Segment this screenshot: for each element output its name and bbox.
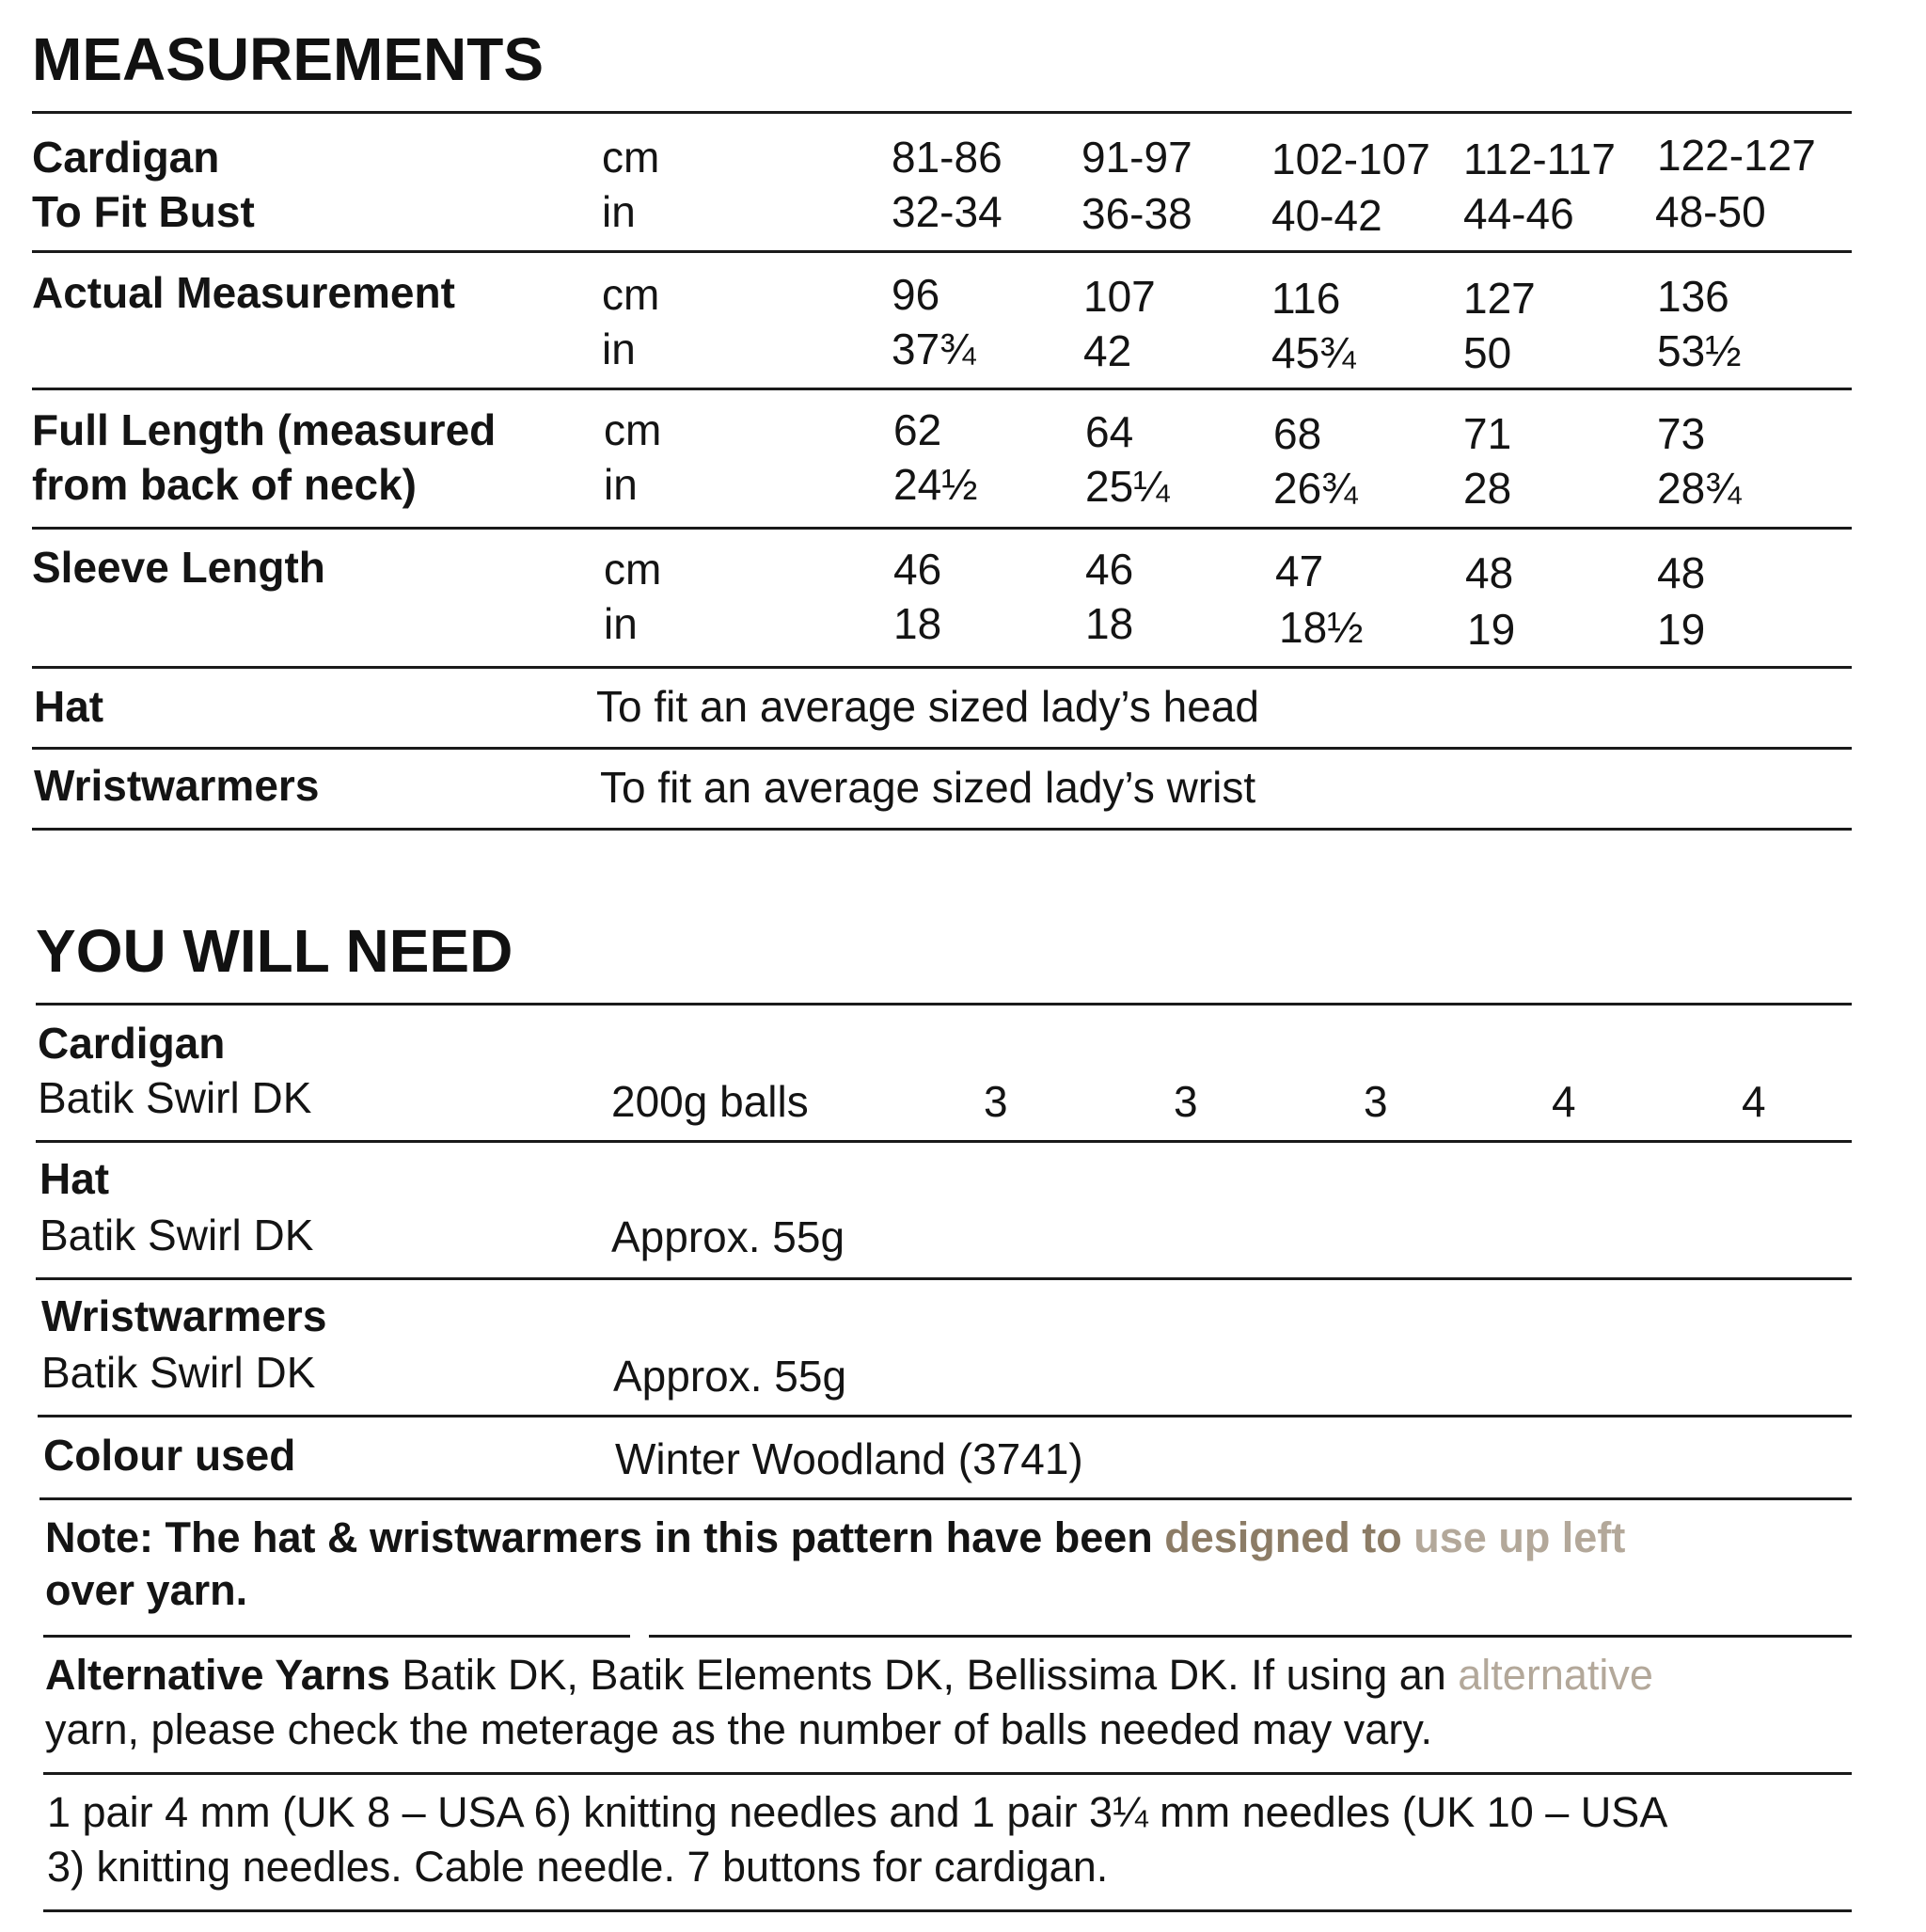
actual-cm-2: 107 (1083, 272, 1156, 321)
cardigan-yarn-label: Cardigan (38, 1019, 226, 1068)
length-in-2: 25¼ (1085, 462, 1170, 511)
colour-used-label: Colour used (43, 1431, 296, 1480)
wristwarmers-label: Wristwarmers (34, 761, 320, 810)
length-cm-4: 71 (1463, 409, 1512, 458)
note-line1-c: use up left (1413, 1513, 1626, 1561)
needles-line1: 1 pair 4 mm (UK 8 – USA 6) knitting needles and 1 pair 3¼ mm needles (UK 10 – USA (47, 1788, 1668, 1836)
size-cm-2: 91-97 (1081, 133, 1192, 182)
divider (32, 111, 1852, 114)
alternative-yarns-label: Alternative Yarns (45, 1651, 390, 1699)
length-cm-5: 73 (1657, 409, 1706, 458)
size-in-1: 32-34 (892, 187, 1002, 236)
hat-label: Hat (34, 682, 104, 731)
divider (32, 828, 1852, 831)
hat-yarn-label: Hat (39, 1154, 110, 1203)
wristwarmers-fit-value: To fit an average sized lady’s wrist (600, 763, 1256, 812)
divider (32, 747, 1852, 750)
unit-cm: cm (604, 405, 662, 454)
hat-fit-value: To fit an average sized lady’s head (596, 682, 1259, 731)
length-in-4: 28 (1463, 464, 1512, 513)
unit-in: in (604, 460, 638, 509)
length-in-1: 24½ (893, 460, 978, 509)
sleeve-length-label: Sleeve Length (32, 543, 325, 592)
needles-line2: 3) knitting needles. Cable needle. 7 buttons for cardigan. (47, 1843, 1109, 1891)
divider (649, 1635, 1852, 1638)
unit-in: in (604, 599, 638, 648)
sleeve-in-3: 18½ (1279, 603, 1364, 652)
actual-in-5: 53½ (1657, 326, 1742, 375)
sleeve-cm-3: 47 (1275, 546, 1324, 595)
actual-cm-4: 127 (1463, 274, 1536, 323)
balls-size-4: 4 (1552, 1077, 1576, 1126)
divider (32, 250, 1852, 253)
sleeve-in-5: 19 (1657, 605, 1706, 654)
length-cm-2: 64 (1085, 407, 1134, 456)
divider (32, 666, 1852, 669)
divider (36, 1003, 1852, 1006)
sleeve-in-2: 18 (1085, 599, 1134, 648)
size-in-2: 36-38 (1081, 189, 1192, 238)
unit-cm: cm (602, 270, 660, 319)
size-cm-5: 122-127 (1657, 131, 1816, 180)
hat-yarn-name: Batik Swirl DK (39, 1211, 314, 1259)
alternative-yarns-list: Batik DK, Batik Elements DK, Bellissima DK. If using an (389, 1651, 1459, 1699)
size-in-4: 44-46 (1463, 189, 1574, 238)
actual-cm-3: 116 (1271, 274, 1341, 323)
divider (32, 527, 1852, 530)
balls-size-3: 3 (1364, 1077, 1388, 1126)
hat-yarn-amount: Approx. 55g (611, 1212, 845, 1261)
wristwarmers-yarn-label: Wristwarmers (41, 1291, 327, 1340)
colour-used-value: Winter Woodland (3741) (615, 1434, 1083, 1483)
actual-in-4: 50 (1463, 328, 1512, 377)
size-cm-1: 81-86 (892, 133, 1002, 182)
size-cm-3: 102-107 (1271, 135, 1430, 183)
sleeve-cm-2: 46 (1085, 545, 1134, 594)
wristwarmers-yarn-amount: Approx. 55g (613, 1352, 847, 1401)
size-cm-4: 112-117 (1463, 135, 1616, 183)
note-line1-a: Note: The hat & wristwarmers in this pattern have been (45, 1513, 1165, 1561)
divider (32, 388, 1852, 390)
divider (36, 1277, 1852, 1280)
divider (39, 1497, 1852, 1500)
alternative-yarns-text (45, 1648, 1653, 1702)
unit-cm: cm (604, 545, 662, 594)
divider (43, 1635, 630, 1638)
unit-cm: cm (602, 133, 660, 182)
length-cm-1: 62 (893, 405, 942, 454)
balls-size-5: 4 (1742, 1077, 1766, 1126)
measurements-heading: MEASUREMENTS (32, 25, 545, 93)
divider (36, 1140, 1852, 1143)
divider (43, 1772, 1852, 1775)
cardigan-yarn-name: Batik Swirl DK (38, 1073, 312, 1122)
unit-in: in (602, 325, 636, 373)
actual-in-2: 42 (1083, 326, 1132, 375)
balls-size-2: 3 (1174, 1077, 1198, 1126)
cardigan-size-label: Cardigan To Fit Bust (32, 133, 255, 236)
length-in-5: 28¾ (1657, 464, 1742, 513)
divider (38, 1415, 1852, 1417)
sleeve-in-4: 19 (1467, 605, 1516, 654)
divider (43, 1909, 1852, 1912)
length-cm-3: 68 (1273, 409, 1322, 458)
actual-in-1: 37¾ (892, 325, 976, 373)
wristwarmers-yarn-name: Batik Swirl DK (41, 1348, 316, 1397)
length-in-3: 26¾ (1273, 464, 1358, 513)
sleeve-cm-5: 48 (1657, 548, 1706, 597)
actual-cm-5: 136 (1657, 272, 1729, 321)
alternative-yarns-line2: yarn, please check the meterage as the number of balls needed may vary. (45, 1705, 1432, 1753)
size-in-5: 48-50 (1655, 187, 1766, 236)
you-will-need-heading: YOU WILL NEED (36, 917, 513, 985)
note-line1-b: designed to (1164, 1513, 1414, 1561)
actual-measurement-label: Actual Measurement (32, 268, 455, 317)
actual-in-3: 45¾ (1271, 328, 1356, 377)
alternative-yarns-faded: alternative (1458, 1651, 1653, 1699)
sleeve-cm-4: 48 (1465, 548, 1514, 597)
cardigan-ball-unit: 200g balls (611, 1077, 809, 1126)
note-line2: over yarn. (45, 1566, 248, 1614)
unit-in: in (602, 187, 636, 236)
sleeve-in-1: 18 (893, 599, 942, 648)
sleeve-cm-1: 46 (893, 545, 942, 594)
full-length-label: Full Length (measured from back of neck) (32, 405, 497, 509)
actual-cm-1: 96 (892, 270, 940, 319)
balls-size-1: 3 (984, 1077, 1008, 1126)
note-text (45, 1511, 1625, 1565)
size-in-3: 40-42 (1271, 191, 1382, 240)
